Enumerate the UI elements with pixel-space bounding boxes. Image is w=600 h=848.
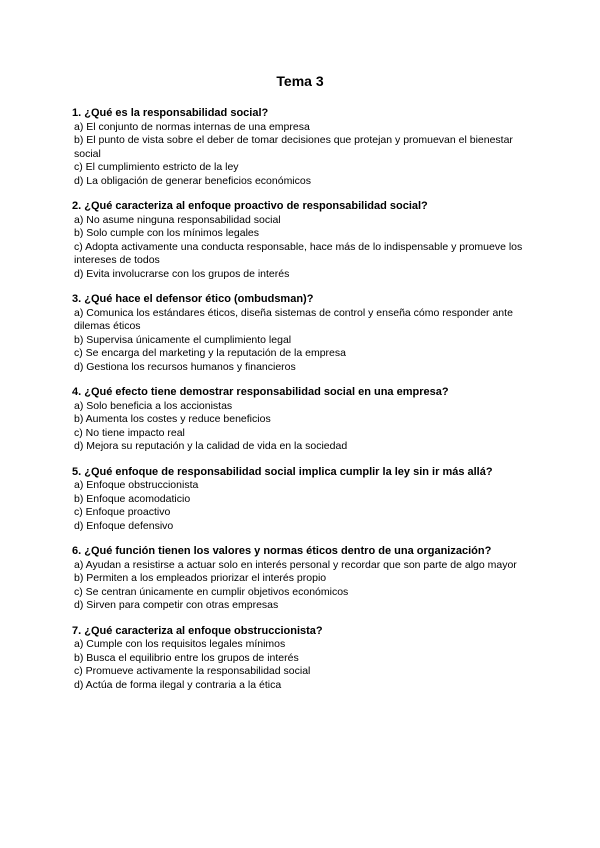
question-text: 2. ¿Qué caracteriza al enfoque proactivo de responsabilidad social? — [72, 200, 428, 212]
questions-list — [72, 107, 532, 704]
answer-option: d) Sirven para competir con otras empresas — [74, 599, 279, 611]
question-block-2 — [72, 200, 532, 281]
answer-option: a) Cumple con los requisitos legales mínimos — [74, 638, 286, 650]
answer-option: d) Enfoque defensivo — [74, 519, 174, 532]
answer-option: c) Adopta activamente una conducta responsable, hace más de lo indispensable y promueve los intereses de todos — [74, 240, 523, 266]
answer-option: b) Solo cumple con los mínimos legales — [74, 227, 260, 239]
answer-option: c) Se centran únicamente en cumplir objetivos económicos — [74, 585, 349, 598]
question-text: 5. ¿Qué enfoque de responsabilidad social implica cumplir la ley sin ir más allá? — [72, 465, 493, 478]
question-block-7 — [72, 625, 532, 693]
answer-option: c) Promueve activamente la responsabilidad social — [74, 665, 311, 677]
answer-option: b) Permiten a los empleados priorizar el interés propio — [74, 572, 327, 584]
question-block-1 — [72, 107, 532, 188]
answer-option: a) Comunica los estándares éticos, diseña sistemas de control y enseña cómo responder ante dilemas éticos — [74, 306, 513, 332]
page-title: Tema 3 — [276, 73, 324, 89]
answer-option: c) El cumplimiento estricto de la ley — [74, 161, 239, 173]
answer-option: a) El conjunto de normas internas de una empresa — [74, 120, 310, 133]
answer-option: d) Gestiona los recursos humanos y financieros — [74, 360, 296, 373]
question-text: 7. ¿Qué caracteriza al enfoque obstruccionista? — [72, 624, 323, 637]
question-block-3 — [72, 293, 532, 374]
answer-option: c) Se encarga del marketing y la reputación de la empresa — [74, 347, 346, 359]
answer-option: a) No asume ninguna responsabilidad social — [74, 213, 281, 226]
answer-option: b) El punto de vista sobre el deber de tomar decisiones que protejan y promuevan el bienestar social — [74, 134, 513, 160]
answer-option: b) Supervisa únicamente el cumplimiento legal — [74, 333, 292, 346]
answer-option: d) Mejora su reputación y la calidad de vida en la sociedad — [74, 440, 348, 452]
question-text: 1. ¿Qué es la responsabilidad social? — [72, 107, 269, 119]
answer-option: d) Actúa de forma ilegal y contraria a la ética — [74, 678, 282, 691]
answer-option: d) La obligación de generar beneficios económicos — [74, 174, 311, 187]
answer-option: b) Busca el equilibrio entre los grupos de interés — [74, 651, 299, 664]
answer-option: a) Solo beneficia a los accionistas — [74, 399, 233, 412]
question-text: 3. ¿Qué hace el defensor ético (ombudsman)? — [72, 293, 314, 305]
answer-option: b) Enfoque acomodaticio — [74, 492, 191, 505]
question-block-4 — [72, 386, 532, 454]
answer-option: a) Enfoque obstruccionista — [74, 479, 199, 491]
question-text: 6. ¿Qué función tienen los valores y normas éticos dentro de una organización? — [72, 545, 492, 557]
question-block-5 — [72, 466, 532, 534]
question-block-6 — [72, 545, 532, 613]
answer-option: c) No tiene impacto real — [74, 426, 185, 439]
answer-option: d) Evita involucrarse con los grupos de interés — [74, 267, 290, 280]
answer-option: b) Aumenta los costes y reduce beneficios — [74, 413, 271, 425]
question-text: 4. ¿Qué efecto tiene demostrar responsabilidad social en una empresa? — [72, 386, 449, 398]
answer-option: c) Enfoque proactivo — [74, 506, 171, 518]
answer-option: a) Ayudan a resistirse a actuar solo en interés personal y recordar que son parte de algo mayor — [74, 558, 517, 571]
